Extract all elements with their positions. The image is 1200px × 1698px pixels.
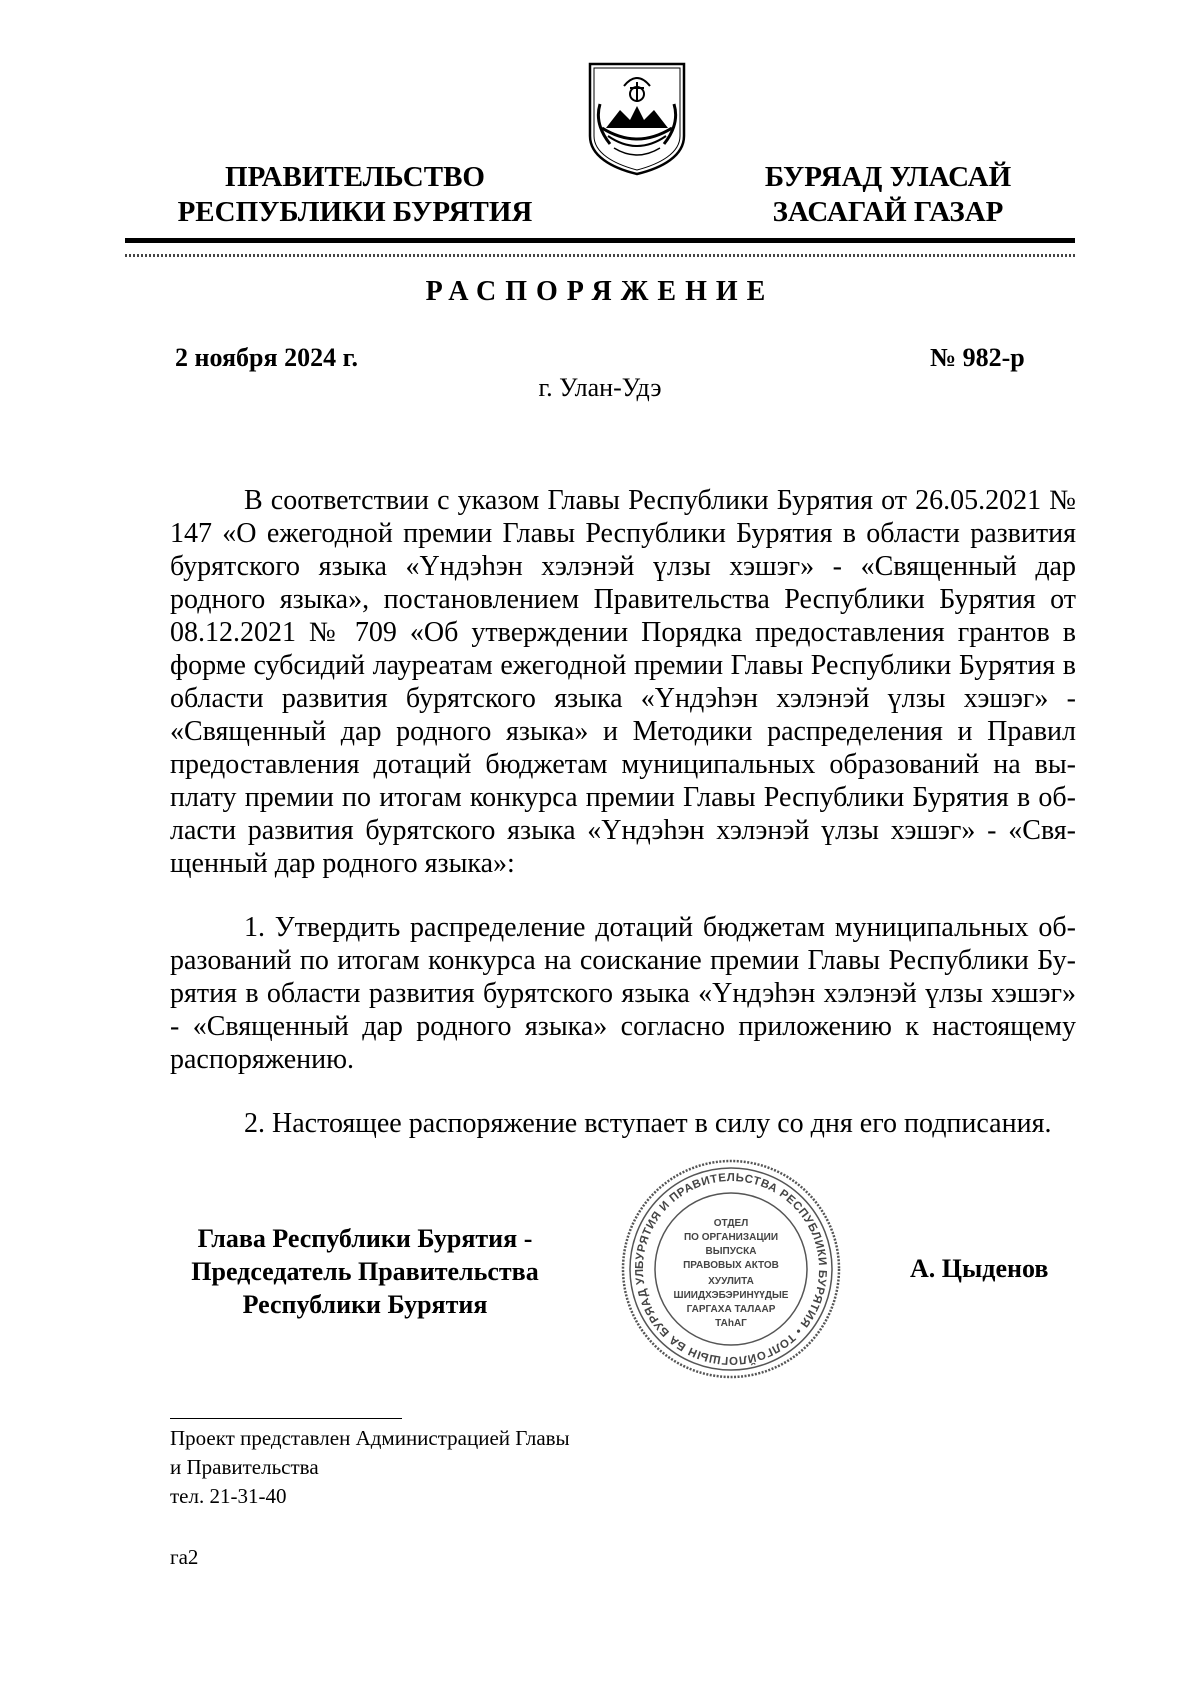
signer-title-line1: Глава Республики Бурятия - <box>197 1224 533 1253</box>
seal-center-line5: ХУУЛИТА <box>708 1276 754 1287</box>
seal-center-line8: ТАһАГ <box>715 1318 747 1329</box>
government-name-russian-line1: ПРАВИТЕЛЬСТВО <box>225 161 485 193</box>
document-title: РАСПОРЯЖЕНИЕ <box>425 276 775 307</box>
footnote-divider <box>170 1418 402 1419</box>
signer-title <box>155 1222 575 1321</box>
document-number: № 982-р <box>930 343 1025 372</box>
government-name-russian <box>165 160 545 230</box>
footnote-line2: и Правительства <box>170 1455 319 1479</box>
seal-outer-ring-text: БУРЯТИЯ И ПРАВИТЕЛЬСТВА РЕСПУБЛИКИ БУРЯТИЯ • ТОЛГОЙЛОГШЫН БА БУРЯАД УЛ <box>633 1171 829 1367</box>
document-city: г. Улан-Удэ <box>538 373 662 402</box>
seal-center-line6: ШИИДХЭБЭРИНҮҮДЫЕ <box>673 1290 789 1301</box>
seal-center-line2: ПО ОРГАНИЗАЦИИ <box>683 1232 779 1243</box>
document-date: 2 ноября 2024 г. <box>175 343 358 372</box>
header-divider-thick <box>125 238 1075 243</box>
signer-title-line3: Республики Бурятия <box>242 1290 488 1319</box>
document-code: га2 <box>170 1545 199 1569</box>
footnote-line3: тел. 21-31-40 <box>170 1484 287 1508</box>
seal-center-line3: ВЫПУСКА <box>705 1246 757 1257</box>
footnote <box>170 1424 570 1511</box>
government-name-russian-line2: РЕСПУБЛИКИ БУРЯТИЯ <box>177 196 533 228</box>
government-name-buryat-line1: БУРЯАД УЛАСАЙ <box>764 161 1012 193</box>
header-divider-thin <box>125 254 1075 257</box>
coat-of-arms-emblem <box>584 58 690 176</box>
official-seal-stamp <box>620 1158 842 1380</box>
government-name-buryat-line2: ЗАСАГАЙ ГАЗАР <box>772 196 1004 228</box>
signer-title-line2: Председатель Правительства <box>191 1257 539 1286</box>
item-2-paragraph: 2. Настоящее распоряжение вступает в силу со дня его подписания. <box>244 1108 1052 1139</box>
seal-center-line7: ГАРГАХА ТАЛААР <box>686 1304 776 1315</box>
footnote-line1: Проект представлен Администрацией Главы <box>170 1426 570 1450</box>
signer-name: А. Цыденов <box>910 1254 1049 1283</box>
preamble-paragraph: В соответствии с указом Главы Республики Бурятия от 26.05.2021 № 147 «О ежегодной премии Главы Республики Бурятия в области развития бурятского языка «Үндэһэн хэлэнэй үлзы хэшэг» - «Священный дар родного языка», постановлением Правительства Республики Бурятия от 08.12.2021 № 709 «Об утверждении Порядка предоставления грантов в форме субсидий лауреатам ежегодной премии Главы Республики Бурятия в области развития бурятского языка «Үндэһэн хэлэнэй үлзы хэшэг» - «Священный дар родного языка» и Методики распределения и Правил предоставления дотаций бюджетам муниципальных образований на выплату премии по итогам конкурса премии Главы Республики Бурятия в области развития бурятского языка «Үндэһэн хэлэнэй үлзы хэшэг» - «Священный дар родного языка»: <box>170 485 1076 879</box>
government-name-buryat <box>738 160 1038 230</box>
seal-center-line1: ОТДЕЛ <box>713 1218 749 1229</box>
document-body <box>170 484 1076 1140</box>
seal-center-line4: ПРАВОВЫХ АКТОВ <box>683 1260 779 1271</box>
item-1-paragraph: 1. Утвердить распределение дотаций бюджетам муниципальных образований по итогам конкурса на соискание премии Главы Республики Бурятия в области развития бурятского языка «Үндэһэн хэлэнэй үлзы хэшэг» - «Священный дар родного языка» согласно приложению к настоящему распоряжению. <box>170 912 1076 1075</box>
